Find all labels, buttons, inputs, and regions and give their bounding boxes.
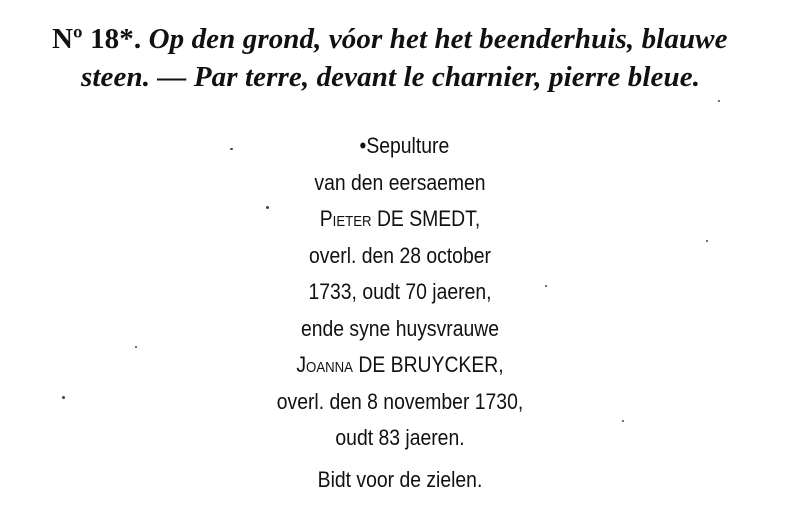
- inscription-line-husband-age: 1733, oudt 70 jaeren,: [308, 279, 492, 304]
- wife-first-name: Joanna: [296, 352, 353, 377]
- entry-header: [52, 20, 782, 96]
- inscription-line-husband-name: [48, 201, 752, 238]
- header-line-2: [52, 58, 782, 96]
- inscription-line-sepulture: •Sepulture: [359, 133, 450, 158]
- location-french: steen. — Par terre, devant le charnier, pierre bleue.: [81, 61, 701, 93]
- scan-speck: [545, 285, 547, 287]
- inscription-line-prayer: Bidt voor de zielen.: [317, 466, 483, 492]
- inscription-line-wife-intro: ende syne huysvrauwe: [300, 315, 500, 341]
- scan-speck: [718, 100, 720, 102]
- scan-speck: [622, 420, 624, 422]
- scan-speck: [706, 240, 708, 242]
- inscription-line-wife-death: overl. den 8 november 1730,: [276, 388, 524, 414]
- inscription-line-wife-age: oudt 83 jaeren.: [335, 425, 465, 450]
- inscription-line-husband-death: overl. den 28 october: [309, 242, 491, 268]
- inscription-line-honourable: van den eersaemen: [314, 169, 486, 195]
- header-line-1: [52, 20, 782, 58]
- scan-speck: [62, 396, 65, 399]
- husband-surname: DE SMEDT,: [376, 206, 481, 231]
- entry-number: Nº 18*.: [52, 23, 142, 55]
- epitaph-inscription: [48, 128, 752, 498]
- wife-surname: DE BRUYCKER,: [358, 352, 504, 377]
- scan-speck: [230, 148, 233, 150]
- inscription-line-wife-name: [48, 347, 752, 384]
- husband-first-name: Pieter: [319, 206, 372, 231]
- scan-speck: [135, 346, 137, 348]
- location-dutch: Op den grond, vóor het het beenderhuis, blauwe: [148, 23, 728, 55]
- scan-speck: [266, 206, 269, 209]
